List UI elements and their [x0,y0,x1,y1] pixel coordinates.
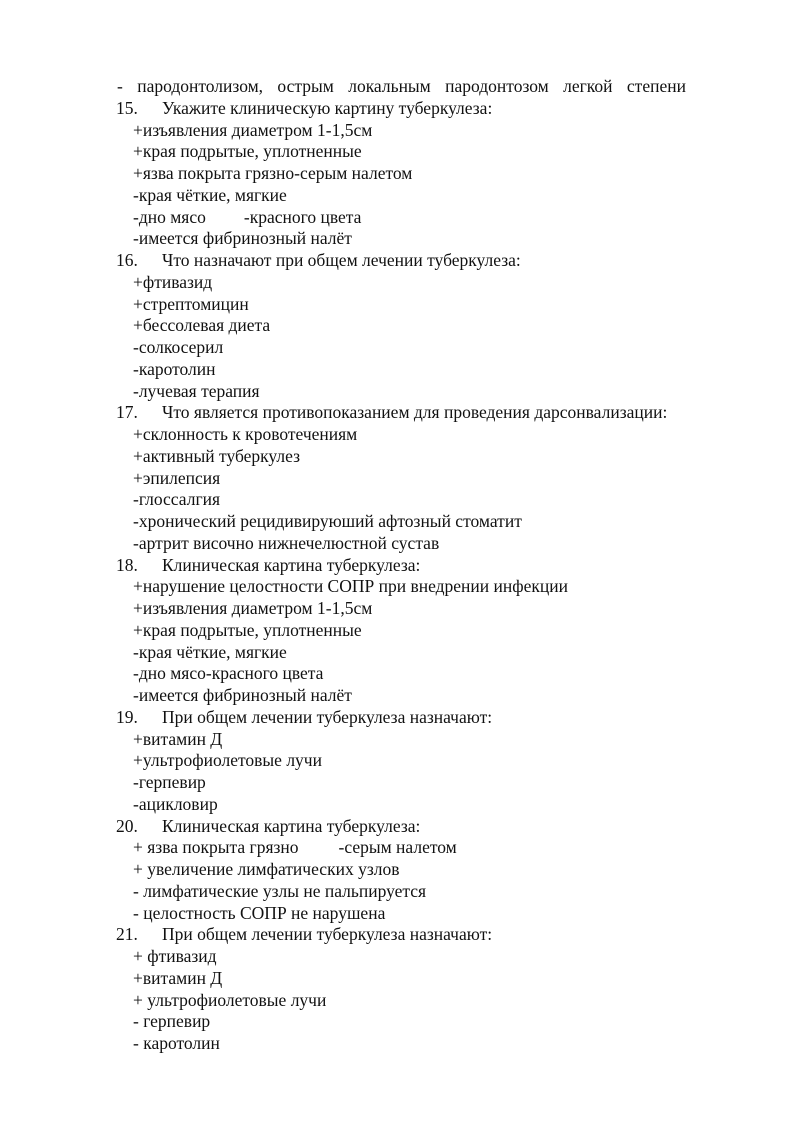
answer-option: +язва покрыта грязно-серым налетом [133,163,413,183]
question-text: Что является противопоказанием для проведения дарсонвализации: [162,402,668,423]
answer-part: + язва покрыта грязно [133,837,299,858]
answer-option: +изъявления диаметром 1-1,5см [133,119,373,140]
answer-option: + ультрофиолетовые лучи [133,989,327,1010]
question-number: 20. [116,815,138,836]
answer-part: -дно мясо [133,206,206,227]
answer-option: -имеется фибринозный налёт [133,685,352,705]
question-number: 17. [116,402,138,423]
answer-option: -ацикловир [133,793,218,814]
question-text: Укажите клиническую картину туберкулеза: [162,97,493,118]
question-text: При общем лечении туберкулеза назначают: [162,924,493,945]
question-16 [0,250,800,272]
answer-option: -каротолин [133,358,216,379]
lead-line: - пародонтолизом, острым локальным пародонтозом легкой степени [117,76,686,96]
document-page [0,76,800,1055]
question-20 [0,816,800,838]
answer-option: -лучевая терапия [133,380,260,401]
answer-option: +эпилепсия [133,467,221,488]
answer-option [0,207,800,229]
question-text: Клиническая картина туберкулеза: [162,554,421,575]
question-19 [0,707,800,729]
answer-option: -герпевир [133,772,206,792]
answer-option: -хронический рецидивируюший афтозный стоматит [133,511,522,531]
answer-continuation: -серым налетом [338,837,457,858]
answer-option: +края подрытые, уплотненные [133,619,362,640]
question-17 [0,402,800,424]
question-18 [0,555,800,577]
question-number: 21. [116,924,138,945]
answer-option: +активный туберкулез [133,445,301,466]
question-text: Что назначают при общем лечении туберкулеза: [162,250,521,270]
question-number: 18. [116,554,138,575]
answer-option: - лимфатические узлы не пальпируется [133,880,427,901]
answer-option: +фтивазид [133,271,213,292]
answer-option: -глоссалгия [133,489,221,510]
answer-option [0,837,800,859]
answer-option: +нарушение целостности СОПР при внедрении инфекции [133,576,568,597]
answer-option: +стрептомицин [133,293,249,314]
question-number: 15. [116,97,138,118]
answer-option: + увеличение лимфатических узлов [133,859,400,879]
answer-option: -имеется фибринозный налёт [133,228,352,249]
answer-option: +ультрофиолетовые лучи [133,750,322,771]
answer-option: +витамин Д [133,967,223,988]
question-number: 19. [116,706,138,727]
answer-option: - целостность СОПР не нарушена [133,902,386,923]
question-text: Клиническая картина туберкулеза: [162,815,421,836]
question-21 [0,924,800,946]
question-text: При общем лечении туберкулеза назначают: [162,706,493,727]
answer-option: -артрит височно нижнечелюстной сустав [133,532,440,553]
answer-option: - герпевир [133,1011,211,1032]
answer-option: +края подрытые, уплотненные [133,141,362,162]
answer-option: +витамин Д [133,728,223,749]
answer-option: - каротолин [133,1033,220,1053]
answer-option: +склонность к кровотечениям [133,424,358,444]
answer-option: -солкосерил [133,337,224,357]
answer-option: +бессолевая диета [133,315,271,336]
answer-option: + фтивазид [133,946,217,966]
question-number: 16. [116,250,138,270]
answer-option: -дно мясо-красного цвета [133,663,324,684]
answer-option: +изъявления диаметром 1-1,5см [133,598,373,618]
question-15 [0,98,800,120]
answer-option: -края чёткие, мягкие [133,641,287,662]
answer-continuation: -красного цвета [243,206,362,227]
answer-option: -края чёткие, мягкие [133,184,287,205]
